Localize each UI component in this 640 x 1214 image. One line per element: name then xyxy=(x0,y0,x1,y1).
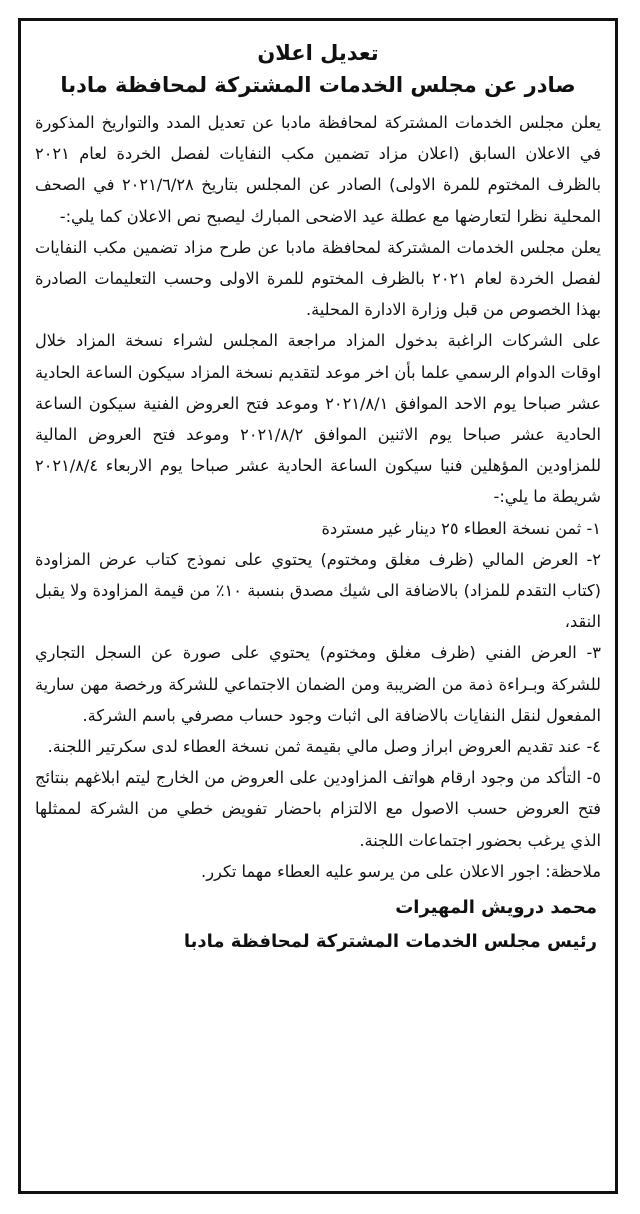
ad-subtitle: صادر عن مجلس الخدمات المشتركة لمحافظة مادبا xyxy=(60,73,576,97)
condition-item-5: ٥- التأكد من وجود ارقام هواتف المزاودين على العروض من الخارج ليتم ابلاغهم بنتائج فتح العروض حسب الاصول مع الالتزام باحضار تفويض خطي من الشركة لممثلها الذي يرغب بحضور اجتماعات اللجنة. xyxy=(35,768,601,850)
announcement-paragraph: يعلن مجلس الخدمات المشتركة لمحافظة مادبا عن طرح مزاد تضمين مكب النفايات لفصل الخردة لعام ٢٠٢١ بالظرف المختوم للمرة الاولى وحسب التعليمات الصادرة بهذا الخصوص من قبل وزارة الادارة المحلية. xyxy=(35,237,601,320)
signatory-position: رئيس مجلس الخدمات المشتركة لمحافظة مادبا xyxy=(183,931,597,953)
condition-item-3: ٣- العرض الفني (ظرف مغلق ومختوم) يحتوي على صورة عن السجل التجاري للشركة وبـراءة ذمة من الضريبة ومن الضمان الاجتماعي للشركة ورخصة مهن سارية المفعول لنقل النفايات بالاضافة الى اثبات وجود حساب مصرفي باسم الشركة. xyxy=(35,643,601,725)
condition-item-1: ١- ثمن نسخة العطاء ٢٥ دينار غير مستردة xyxy=(321,518,601,538)
ad-title: تعديل اعلان xyxy=(257,41,379,65)
ad-note: ملاحظة: اجور الاعلان على من يرسو عليه العطاء مهما تكرر. xyxy=(201,861,601,881)
signatory-name: محمد درويش المهيرات xyxy=(395,897,597,919)
advertisement-frame xyxy=(18,18,618,1194)
advertisement-content xyxy=(35,37,601,959)
signature-block xyxy=(35,891,601,959)
ad-body xyxy=(35,107,601,856)
condition-item-4: ٤- عند تقديم العروض ابراز وصل مالي بقيمة ثمن نسخة العطاء لدى سكرتير اللجنة. xyxy=(47,737,601,757)
condition-item-2: ٢- العرض المالي (ظرف مغلق ومختوم) يحتوي على نموذج كتاب عرض المزاودة (كتاب التقدم للمزاد) بالاضافة الى شيك مصدق بنسبة ١٠٪ من قيمة المزاودة ولا يقبل النقد، xyxy=(35,549,601,632)
deadlines-paragraph: على الشركات الراغبة بدخول المزاد مراجعة المجلس لشراء نسخة المزاد خلال اوقات الدوام الرسمي علما بأن اخر موعد لتقديم نسخة المزاد سيكون الساعة الحادية عشر صباحا يوم الاحد الموافق ٢٠٢١/٨/١ وموعد فتح العروض الفنية سيكون الساعة الحادية عشر صباحا يوم الاثنين الموافق ٢٠٢١/٨/٢ وموعد فتح العروض المالية للمزاودين المؤهلين فنيا سيكون الساعة الحادية عشر صباحا يوم الاربعاء ٢٠٢١/٨/٤ شريطة ما يلي:- xyxy=(35,331,601,507)
intro-paragraph: يعلن مجلس الخدمات المشتركة لمحافظة مادبا عن تعديل المدد والتواريخ المذكورة في الاعلان السابق (اعلان مزاد تضمين مكب النفايات لفصل الخردة لعام ٢٠٢١ بالظرف المختوم للمرة الاولى) الصادر عن المجلس بتاريخ ٢٠٢١/٦/٢٨ في الصحف المحلية نظرا لتعارضها مع عطلة عيد الاضحى المبارك ليصبح نص الاعلان كما يلي:- xyxy=(35,113,601,226)
